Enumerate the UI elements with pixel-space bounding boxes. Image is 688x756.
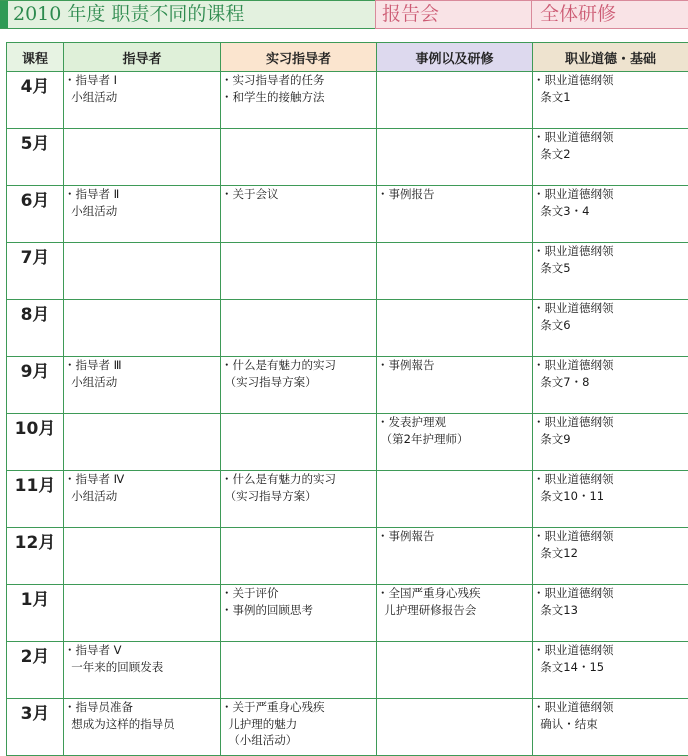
cases-cell [377,471,533,528]
month-cell: 6月 [7,186,64,243]
ethics-cell [533,528,688,585]
cases-item-line: 儿护理研修报告会 [377,602,532,619]
practicum-item-line: ・实习指导者的任务 [221,72,376,89]
table-row [7,699,688,756]
ethics-cell [533,585,688,642]
practicum-item-line: ・关于会议 [221,186,376,203]
practicum-cell [221,642,377,699]
ethics-item-line: ・职业道德纲领 [533,414,688,431]
ethics-item-line: ・职业道德纲领 [533,357,688,374]
table-row [7,414,688,471]
table-row [7,243,688,300]
col-header-ethics-basics: 职业道德・基础 [533,43,688,72]
practicum-item-line: ・和学生的接触方法 [221,89,376,106]
instructor-cell [64,642,221,699]
month-cell: 7月 [7,243,64,300]
instructor-cell [64,72,221,129]
ethics-item-line: ・职业道德纲领 [533,585,688,602]
cases-cell [377,528,533,585]
ethics-cell [533,243,688,300]
ethics-item-line: 条文10・11 [533,488,688,505]
table-row [7,585,688,642]
col-header-practicum-instructor: 实习指导者 [221,43,377,72]
practicum-cell [221,414,377,471]
practicum-item-line: （实习指导方案） [221,488,376,505]
schedule-table [6,42,688,756]
ethics-item-line: ・职业道德纲领 [533,243,688,260]
table-row [7,357,688,414]
practicum-cell [221,699,377,756]
ethics-item-line: 条文3・4 [533,203,688,220]
ethics-item-line: 条文6 [533,317,688,334]
month-cell: 8月 [7,300,64,357]
ethics-cell [533,699,688,756]
practicum-item-line: ・事例的回顾思考 [221,602,376,619]
instructor-cell [64,528,221,585]
ethics-cell [533,357,688,414]
instructor-item-line: 想成为这样的指导员 [64,716,220,733]
instructor-item-line: 小组活动 [64,89,220,106]
table-row [7,642,688,699]
month-cell: 5月 [7,129,64,186]
instructor-item-line: ・指导者 Ⅱ [64,186,220,203]
instructor-cell [64,585,221,642]
ethics-cell [533,300,688,357]
practicum-cell [221,357,377,414]
ethics-item-line: 条文1 [533,89,688,106]
table-row [7,528,688,585]
practicum-cell [221,243,377,300]
ethics-item-line: ・职业道德纲领 [533,642,688,659]
page-title: 2010 年度 职责不同的课程 [13,1,244,28]
instructor-cell [64,471,221,528]
month-cell: 11月 [7,471,64,528]
month-cell: 2月 [7,642,64,699]
cases-item-line: ・事例报告 [377,186,532,203]
month-cell: 4月 [7,72,64,129]
practicum-item-line: ・什么是有魅力的实习 [221,357,376,374]
instructor-item-line: ・指导员准备 [64,699,220,716]
cases-cell [377,186,533,243]
cases-item-line: ・全国严重身心残疾 [377,585,532,602]
cases-item-line: ・事例報告 [377,528,532,545]
instructor-cell [64,243,221,300]
month-cell: 10月 [7,414,64,471]
month-cell: 12月 [7,528,64,585]
instructor-item-line: ・指导者 Ⅲ [64,357,220,374]
header-row [7,43,688,72]
ethics-item-line: 条文2 [533,146,688,163]
instructor-item-line: ・指导者 Ⅳ [64,471,220,488]
ethics-item-line: ・职业道德纲领 [533,129,688,146]
practicum-item-line: ・关于评价 [221,585,376,602]
instructor-item-line: ・指导者 Ⅰ [64,72,220,89]
table-row [7,72,688,129]
cases-cell [377,585,533,642]
month-cell: 9月 [7,357,64,414]
table-row [7,129,688,186]
practicum-cell [221,471,377,528]
instructor-item-line: 小组活动 [64,374,220,391]
ethics-item-line: 条文13 [533,602,688,619]
tab-report[interactable] [375,0,531,29]
title-accent-bar [0,1,8,28]
practicum-cell [221,300,377,357]
col-header-instructor: 指导者 [64,43,221,72]
instructor-cell [64,186,221,243]
practicum-cell [221,528,377,585]
instructor-cell [64,129,221,186]
practicum-item-line: （小组活动） [221,732,376,749]
month-cell: 1月 [7,585,64,642]
cases-item-line: ・事例報告 [377,357,532,374]
practicum-cell [221,585,377,642]
instructor-item-line: 小组活动 [64,203,220,220]
ethics-item-line: 条文12 [533,545,688,562]
ethics-item-line: ・职业道德纲领 [533,699,688,716]
ethics-item-line: ・职业道德纲领 [533,528,688,545]
ethics-cell [533,72,688,129]
ethics-item-line: 条文7・8 [533,374,688,391]
practicum-item-line: （实习指导方案） [221,374,376,391]
instructor-item-line: 小组活动 [64,488,220,505]
ethics-cell [533,471,688,528]
ethics-item-line: 条文14・15 [533,659,688,676]
practicum-item-line: ・关于严重身心残疾 [221,699,376,716]
ethics-cell [533,414,688,471]
ethics-item-line: ・职业道德纲领 [533,471,688,488]
cases-cell [377,300,533,357]
ethics-cell [533,129,688,186]
cases-cell [377,699,533,756]
table-row [7,186,688,243]
month-cell: 3月 [7,699,64,756]
table-row [7,300,688,357]
ethics-item-line: 确认・结束 [533,716,688,733]
table-row [7,471,688,528]
ethics-item-line: ・职业道德纲领 [533,300,688,317]
instructor-cell [64,357,221,414]
tab-training-label: 全体研修 [540,3,616,25]
course-title-banner [0,0,375,29]
cases-cell [377,129,533,186]
practicum-cell [221,129,377,186]
ethics-item-line: 条文9 [533,431,688,448]
ethics-cell [533,642,688,699]
cases-cell [377,72,533,129]
ethics-item-line: ・职业道德纲领 [533,186,688,203]
instructor-item-line: 一年来的回顾发表 [64,659,220,676]
cases-cell [377,642,533,699]
cases-cell [377,243,533,300]
cases-item-line: ・发表护理观 [377,414,532,431]
tab-report-label: 报告会 [382,3,439,25]
instructor-cell [64,300,221,357]
instructor-item-line: ・指导者 Ⅴ [64,642,220,659]
practicum-cell [221,186,377,243]
cases-item-line: （第2年护理师） [377,431,532,448]
tab-training[interactable] [531,0,688,29]
ethics-item-line: ・职业道德纲领 [533,72,688,89]
cases-cell [377,357,533,414]
instructor-cell [64,699,221,756]
practicum-item-line: ・什么是有魅力的实习 [221,471,376,488]
instructor-cell [64,414,221,471]
ethics-cell [533,186,688,243]
practicum-item-line: 儿护理的魅力 [221,716,376,733]
col-header-cases-training: 事例以及研修 [377,43,533,72]
cases-cell [377,414,533,471]
practicum-cell [221,72,377,129]
ethics-item-line: 条文5 [533,260,688,277]
col-header-course: 课程 [7,43,64,72]
